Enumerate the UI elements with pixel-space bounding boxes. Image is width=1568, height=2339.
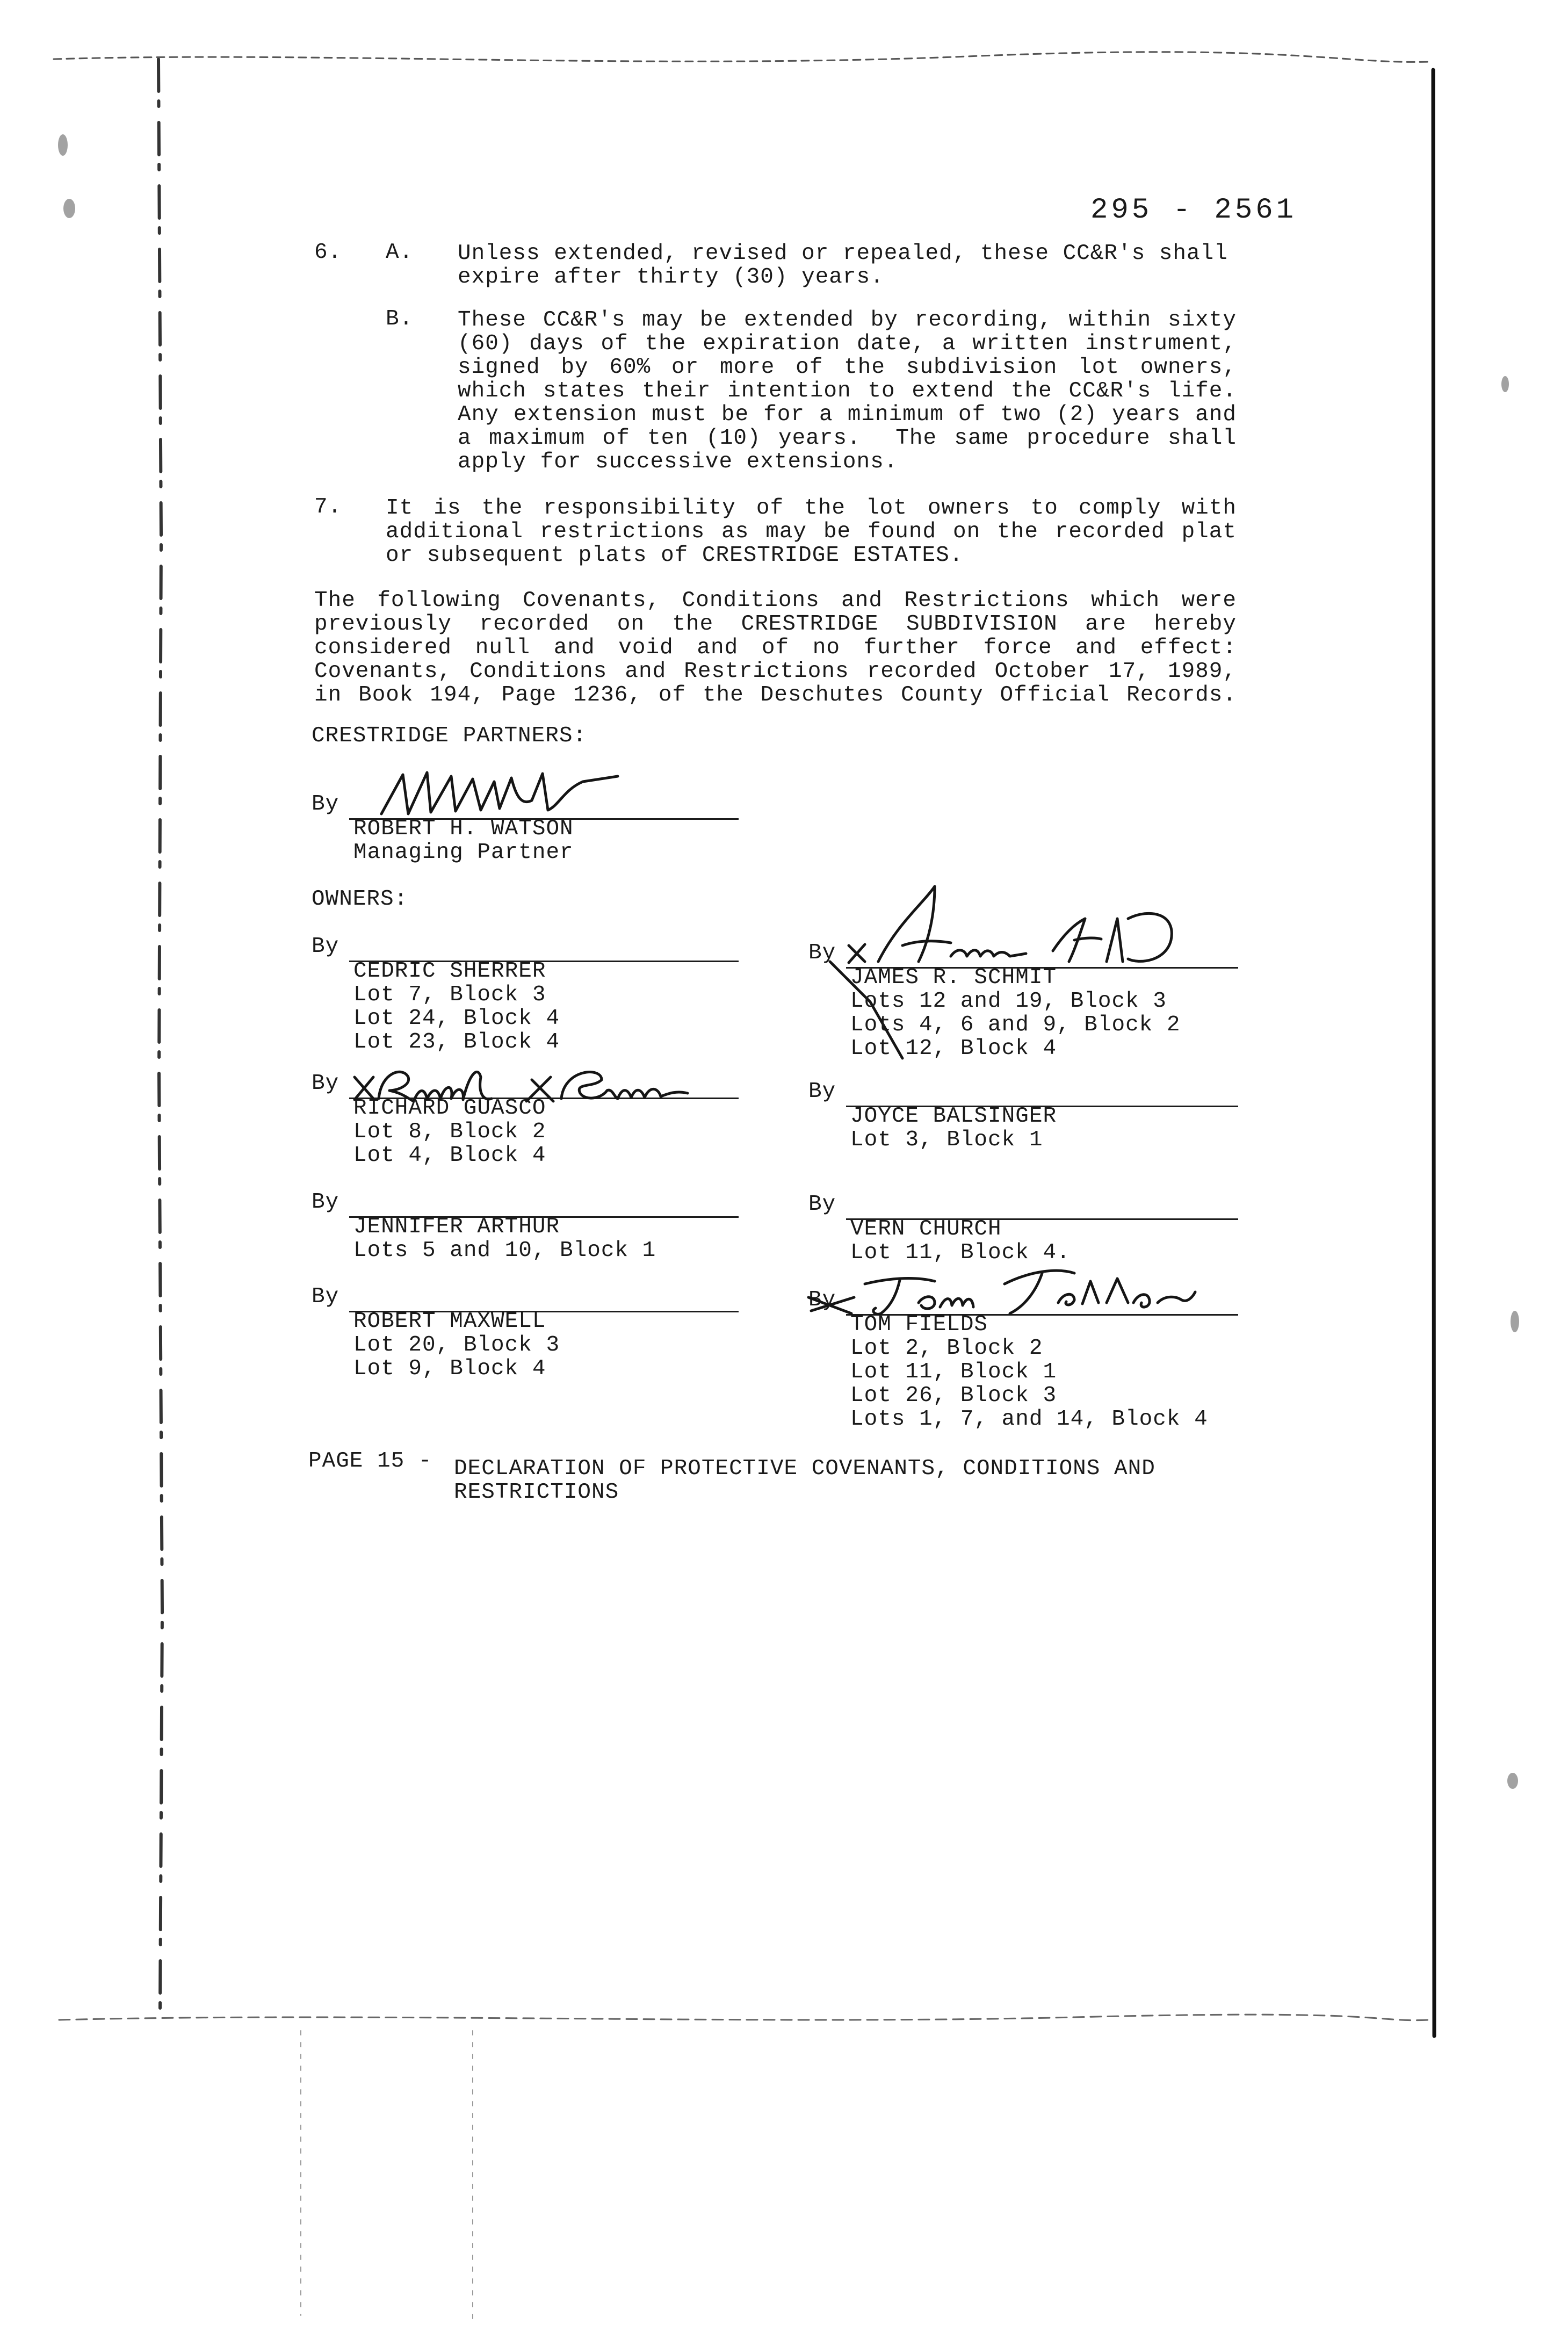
text-line: signed by 60% or more of the subdivision lot owners, [458,355,1237,380]
by-label: By [312,1284,339,1309]
section-6-number: 6. [314,240,342,265]
section-6a-text [458,242,1237,289]
text-line: previously recorded on the CRESTRIDGE SUBDIVISION are hereby [314,612,1237,637]
section-7-number: 7. [314,495,342,519]
owner-name: TOM FIELDS [850,1312,988,1337]
footer-title-line-1: DECLARATION OF PROTECTIVE COVENANTS, CONDITIONS AND [454,1456,1155,1481]
owner-name: RICHARD GUASCO [353,1096,546,1121]
text-line: Covenants, Conditions and Restrictions recorded October 17, 1989, [314,659,1237,684]
owner-lot: Lot 26, Block 3 [850,1383,1057,1408]
owner-lot: Lot 11, Block 1 [850,1360,1057,1384]
owner-name: VERN CHURCH [850,1217,1002,1241]
footer-page-label: PAGE 15 - [308,1449,432,1474]
scan-speck [58,134,68,156]
owners-heading: OWNERS: [312,887,408,912]
owner-lot: Lot 4, Block 4 [353,1143,546,1168]
text-line: in Book 194, Page 1236, of the Deschutes County Official Records. [314,683,1237,708]
document-number: 295 - 2561 [1090,194,1297,227]
by-label: By [808,1288,836,1312]
footer-title-line-2: RESTRICTIONS [454,1480,619,1505]
text-line: which states their intention to extend the CC&R's life. [458,379,1237,403]
text-line: Unless extended, revised or repealed, these CC&R's shall [458,241,1228,266]
text-line: considered null and void and of no further force and effect: [314,636,1237,660]
owner-name: JENNIFER ARTHUR [353,1215,560,1239]
text-line: expire after thirty (30) years. [458,265,884,290]
owner-lot: Lot 11, Block 4. [850,1240,1071,1265]
owner-lot: Lots 5 and 10, Block 1 [353,1238,656,1263]
by-label: By [808,1192,836,1217]
section-6b-text [458,308,1237,474]
owner-lot: Lot 24, Block 4 [353,1006,560,1031]
owner-name: JAMES R. SCHMIT [850,965,1057,990]
section-6b-label: B. [386,307,414,331]
scan-speck [1501,376,1509,392]
owner-lot: Lot 20, Block 3 [353,1333,560,1358]
text-line: It is the responsibility of the lot owners to comply with [386,496,1237,521]
section-7-text [386,496,1237,567]
text-line: or subsequent plats of CRESTRIDGE ESTATES. [386,543,964,568]
section-6a-label: A. [386,240,414,265]
text-line: apply for successive extensions. [458,450,898,474]
owner-name: JOYCE BALSINGER [850,1104,1057,1129]
by-label: By [312,792,339,817]
owner-lot: Lots 1, 7, and 14, Block 4 [850,1407,1208,1432]
by-label: By [808,941,836,965]
owner-lot: Lots 4, 6 and 9, Block 2 [850,1013,1181,1037]
owner-name: ROBERT MAXWELL [353,1309,546,1334]
partners-heading: CRESTRIDGE PARTNERS: [312,724,587,748]
owner-lot: Lots 12 and 19, Block 3 [850,989,1167,1014]
signature-fields [806,1260,1198,1319]
signer-name: ROBERT H. WATSON [353,817,574,841]
by-label: By [312,934,339,959]
text-line: additional restrictions as may be found on the recorded plat [386,519,1237,544]
by-label: By [312,1071,339,1096]
signer-title: Managing Partner [353,840,574,865]
scan-speck [1511,1311,1519,1332]
owner-name: CEDRIC SHERRER [353,959,546,984]
owner-lot: Lot 3, Block 1 [850,1128,1043,1152]
nullification-paragraph [314,589,1237,707]
text-line: Any extension must be for a minimum of two (2) years and [458,402,1237,427]
by-label: By [312,1190,339,1215]
text-line: These CC&R's may be extended by recording, within sixty [458,308,1237,333]
scan-speck [1507,1773,1518,1789]
owner-lot: Lot 2, Block 2 [850,1336,1043,1361]
owner-lot: Lot 7, Block 3 [353,983,546,1007]
scan-speck [63,199,75,218]
owner-lot: Lot 23, Block 4 [353,1030,560,1055]
text-line: (60) days of the expiration date, a written instrument, [458,331,1237,356]
owner-lot: Lot 12, Block 4 [850,1036,1057,1061]
owner-lot: Lot 9, Block 4 [353,1356,546,1381]
text-line: a maximum of ten (10) years. The same procedure shall [458,426,1237,451]
owner-lot: Lot 8, Block 2 [353,1120,546,1144]
text-line: The following Covenants, Conditions and Restrictions which were [314,588,1237,613]
by-label: By [808,1079,836,1104]
